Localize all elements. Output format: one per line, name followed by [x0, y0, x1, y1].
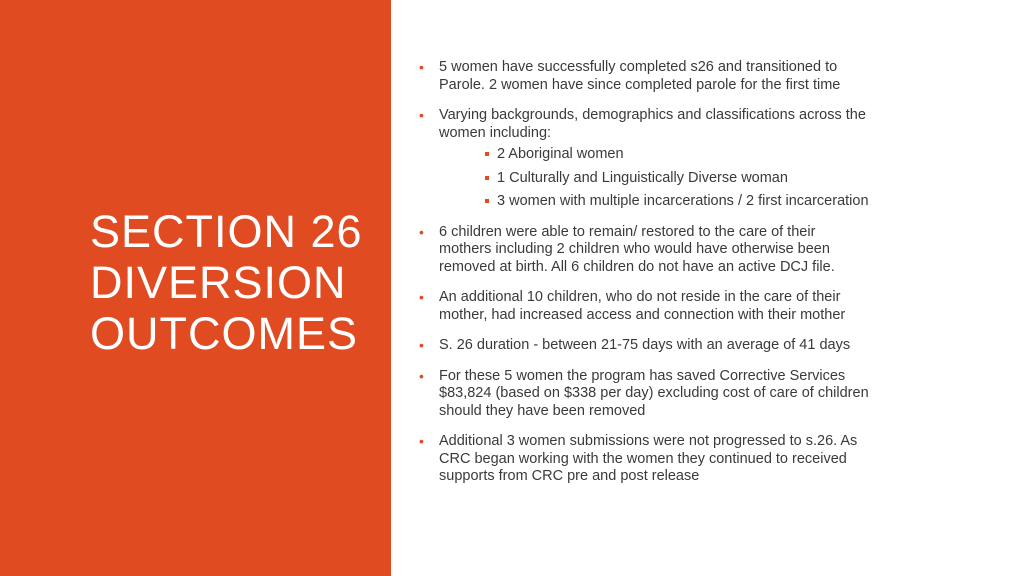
bullet-dot-icon: • [419, 367, 424, 384]
slide-title [90, 206, 380, 359]
bullet-text-line: Parole. 2 women have since completed parole for the first time [439, 76, 841, 93]
bullet-text-line: Varying backgrounds, demographics and classifications across the [439, 107, 866, 123]
square-bullet-icon [485, 152, 489, 156]
sub-bullet-text: 2 Aboriginal women [497, 146, 624, 162]
bullet-dot-icon: • [419, 337, 424, 353]
title-line: SECTION 26 [90, 206, 363, 257]
sub-bullet-item [485, 146, 959, 164]
bullet-dot-icon: • [419, 433, 424, 449]
bullet-text-line: 6 children were able to remain/ restored to the care of their [439, 223, 816, 240]
bullet-dot-icon: • [419, 107, 424, 123]
bullet-text-line: 5 women have successfully completed s26 and transitioned to [439, 59, 838, 75]
sub-bullet-item [485, 193, 959, 211]
sub-bullet-list [439, 146, 959, 211]
sub-bullet-text: 1 Culturally and Linguistically Diverse woman [497, 169, 788, 186]
bullet-item [419, 337, 959, 355]
title-line: OUTCOMES [90, 308, 359, 359]
bullet-text-line: $83,824 (based on $338 per day) excluding cost of care of children [439, 385, 869, 401]
bullet-list [419, 59, 959, 486]
bullet-item [419, 433, 959, 486]
bullet-text-line: removed at birth. All 6 children do not have an active DCJ file. [439, 258, 835, 275]
bullet-item [419, 289, 959, 324]
bullet-item [419, 59, 959, 94]
bullet-text-line: women including: [439, 124, 552, 141]
bullet-content [419, 59, 959, 499]
sub-bullet-item [485, 170, 959, 188]
bullet-dot-icon: • [419, 223, 424, 240]
bullet-text-line: For these 5 women the program has saved Corrective Services [439, 367, 846, 384]
bullet-text-line: should they have been removed [439, 402, 646, 419]
title-line: DIVERSION [90, 257, 347, 308]
bullet-text-line: An additional 10 children, who do not reside in the care of their [439, 289, 841, 305]
bullet-text-line: Additional 3 women submissions were not progressed to s.26. As [439, 433, 858, 449]
square-bullet-icon [485, 176, 489, 180]
bullet-text-line: mother, had increased access and connection with their mother [439, 306, 846, 323]
bullet-text-line: supports from CRC pre and post release [439, 468, 700, 484]
bullet-item [419, 107, 959, 211]
bullet-text-line: CRC began working with the women they continued to received [439, 450, 847, 467]
bullet-text-line: mothers including 2 children who would have otherwise been [439, 241, 830, 257]
sub-bullet-text: 3 women with multiple incarcerations / 2 first incarceration [497, 193, 869, 209]
bullet-text-line: S. 26 duration - between 21-75 days with an average of 41 days [439, 337, 851, 353]
title-panel [0, 0, 391, 576]
bullet-item [419, 224, 959, 277]
bullet-dot-icon: • [419, 59, 424, 75]
bullet-dot-icon: • [419, 289, 424, 305]
bullet-item [419, 368, 959, 421]
square-bullet-icon [485, 199, 489, 203]
